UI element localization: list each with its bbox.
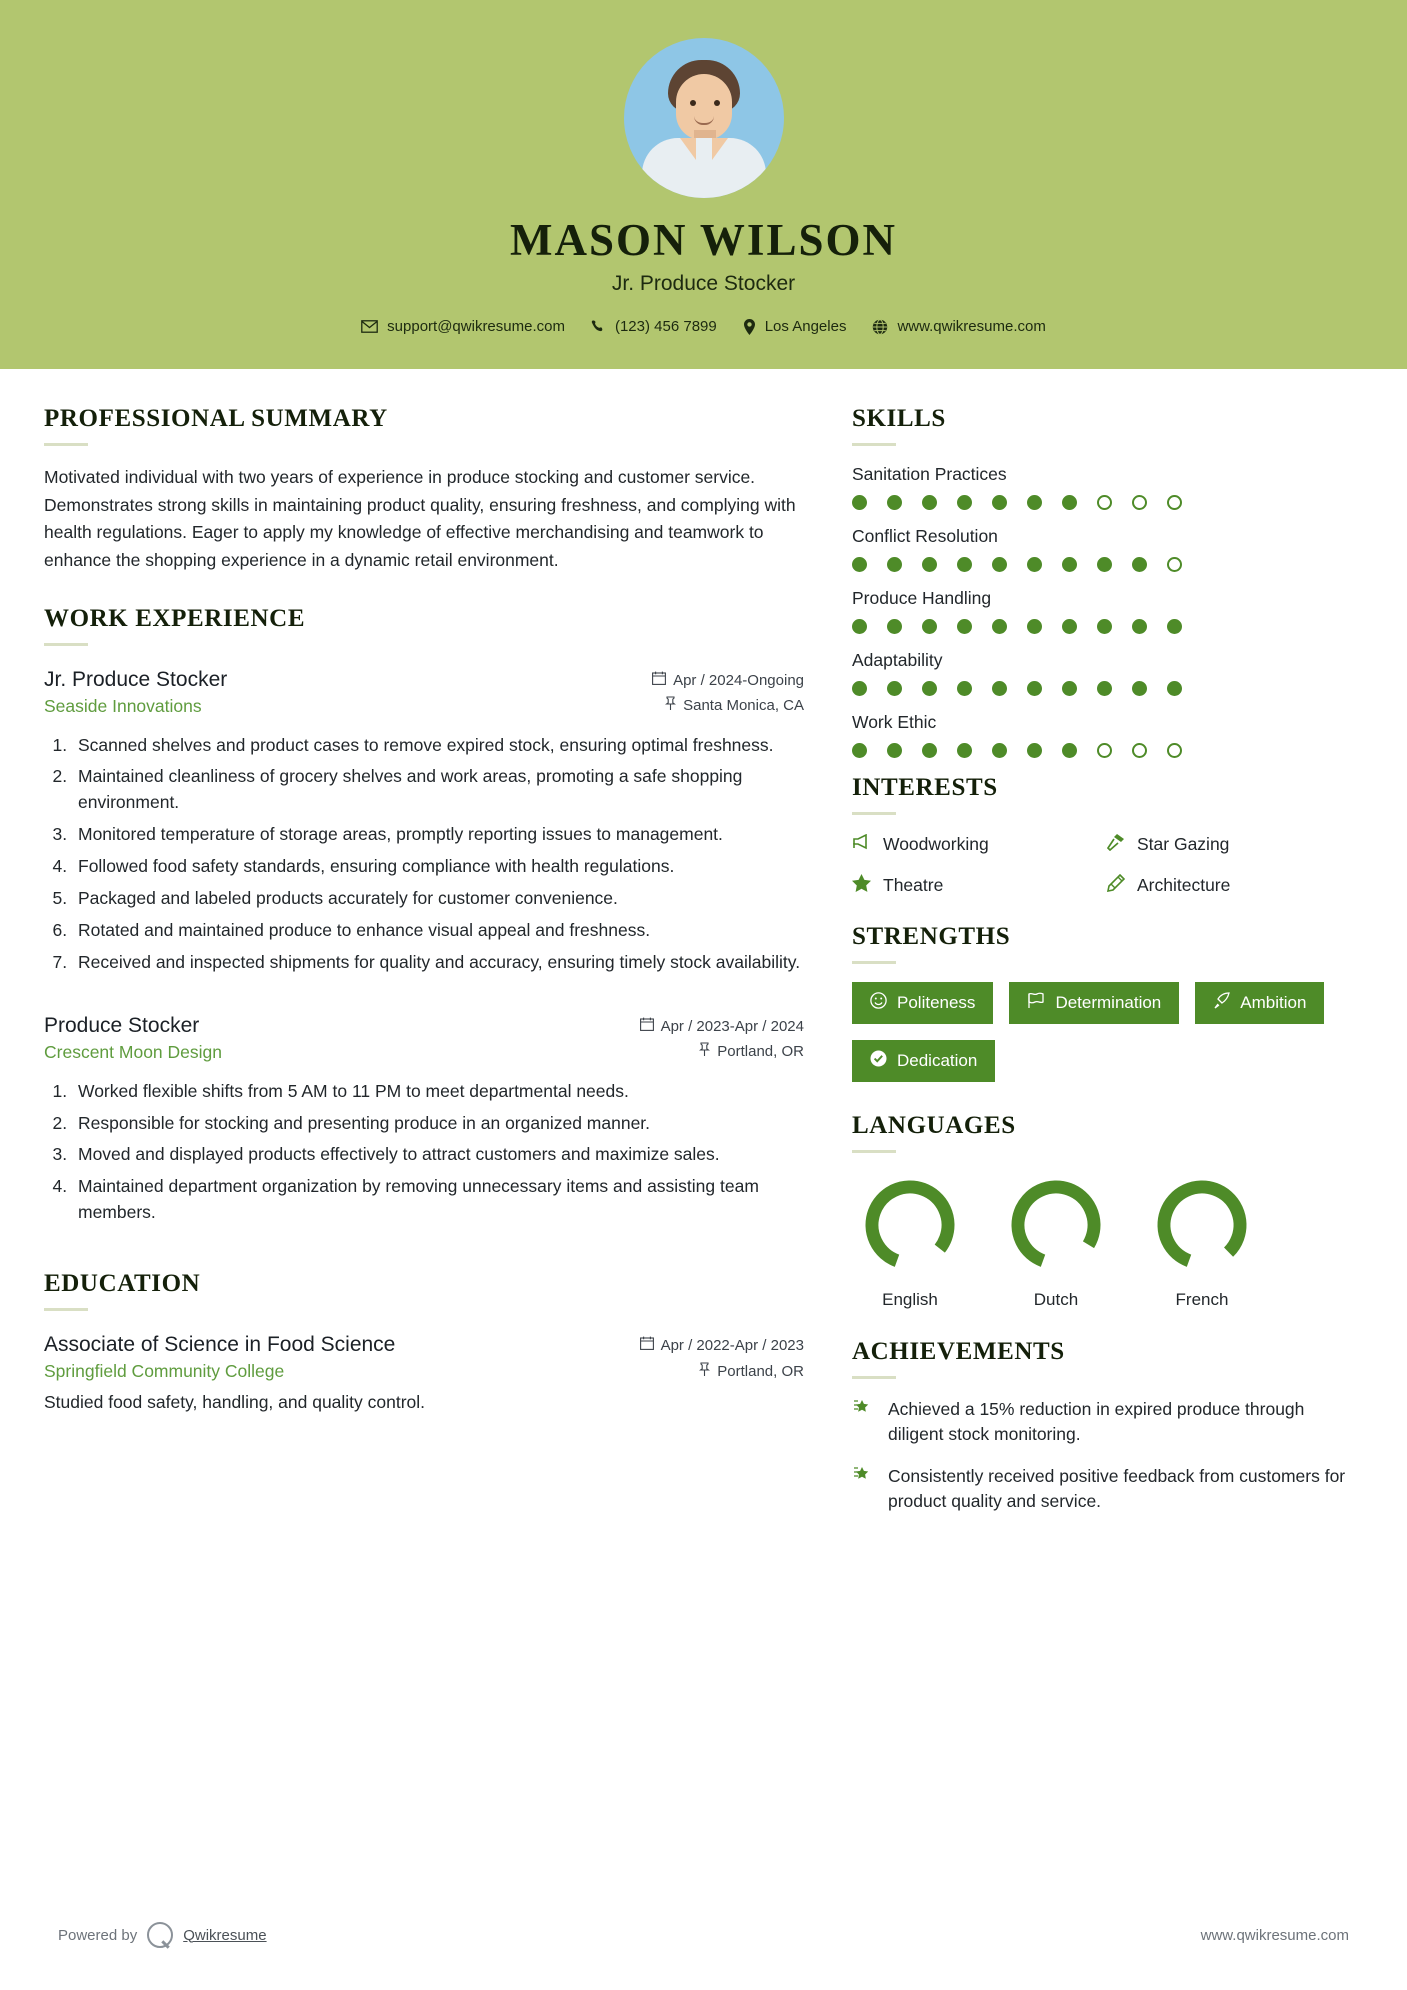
section-rule [44, 1308, 88, 1311]
contact-email[interactable] [361, 318, 565, 335]
education-description: Studied food safety, handling, and quality control. [44, 1392, 426, 1413]
section-title-experience: WORK EXPERIENCE [44, 604, 306, 632]
smiley-icon [870, 992, 887, 1014]
bullet: 6. Rotated and maintained produce to enhance visual appeal and freshness. [72, 918, 804, 944]
rocket-icon [1213, 992, 1230, 1014]
pin-icon [699, 1359, 710, 1385]
skill-dot [1097, 495, 1112, 510]
skill-label: Sanitation Practices [852, 464, 1007, 484]
skill-rating [852, 495, 1362, 510]
interests-list [852, 833, 1362, 897]
hammer-icon [1107, 833, 1125, 856]
bullet: 2. Responsible for stocking and presenting produce in an organized manner. [72, 1111, 804, 1137]
skill-dot [1027, 681, 1042, 696]
section-title-languages: LANGUAGES [852, 1112, 1016, 1139]
calendar-icon [652, 668, 666, 694]
skill-dot [1062, 743, 1077, 758]
qwikresume-logo-icon [147, 1922, 173, 1948]
strength-label: Ambition [1240, 993, 1307, 1012]
interest-label: Architecture [1137, 875, 1231, 895]
strength-label: Dedication [897, 1051, 978, 1070]
contact-website-text: www.qwikresume.com [897, 318, 1046, 335]
section-rule [852, 812, 896, 815]
skill-label: Conflict Resolution [852, 526, 998, 546]
section-rule [852, 443, 896, 446]
skill-rating [852, 681, 1362, 696]
bullet: 4. Followed food safety standards, ensuring compliance with health regulations. [72, 854, 804, 880]
calendar-icon [640, 1333, 654, 1359]
interest-item [852, 833, 1107, 856]
skill-dot [922, 743, 937, 758]
skill-dot [957, 743, 972, 758]
right-column [852, 405, 1362, 1531]
section-rule [852, 1150, 896, 1153]
skill-dot [1097, 681, 1112, 696]
skill-dot [922, 495, 937, 510]
calendar-icon [640, 1014, 654, 1040]
contact-website[interactable] [872, 318, 1045, 335]
section-rule [44, 643, 88, 646]
skills-list [852, 464, 1362, 758]
bullet: 1. Scanned shelves and product cases to remove expired stock, ensuring optimal freshness. [72, 733, 804, 759]
skill-label: Work Ethic [852, 712, 937, 732]
flag-icon [1027, 992, 1045, 1014]
skill-label: Adaptability [852, 650, 943, 670]
bullet: 3. Moved and displayed products effectively to attract customers and maximize sales. [72, 1142, 804, 1168]
skill-dot [852, 619, 867, 634]
contact-phone-text: (123) 456 7899 [614, 318, 717, 335]
section-title-interests: INTERESTS [852, 774, 998, 801]
education-dates: Apr / 2022-Apr / 2023 [660, 1337, 804, 1355]
phone-icon [591, 319, 606, 334]
footer-website[interactable]: www.qwikresume.com [1200, 1926, 1349, 1944]
candidate-role: Jr. Produce Stocker [611, 272, 796, 295]
section-rule [852, 961, 896, 964]
strengths-list [852, 982, 1362, 1082]
strength-chip [1195, 982, 1324, 1024]
skill-dot [1097, 743, 1112, 758]
language-donut [1152, 1175, 1252, 1275]
strength-label: Politeness [897, 993, 976, 1012]
skill-dot [1062, 495, 1077, 510]
skill-label: Produce Handling [852, 588, 992, 608]
skill-rating [852, 743, 1362, 758]
skill-dot [1062, 619, 1077, 634]
summary-text: Motivated individual with two years of experience in produce stocking and customer service. Demonstrates strong skills in maintaining product quality, ensuring freshness, and complying with health regulations. Eager to apply my knowledge of effective merchandising and teamwork to enhance the shopping experience in a dynamic retail environment. [44, 467, 796, 570]
footer [0, 1922, 1407, 1948]
skill-dot [922, 557, 937, 572]
language-item [1006, 1175, 1106, 1310]
language-donut [1006, 1175, 1106, 1275]
skill-dot [852, 495, 867, 510]
language-item [1152, 1175, 1252, 1310]
skill-dot [852, 557, 867, 572]
footer-brand[interactable] [58, 1922, 267, 1948]
skill-dot [1132, 619, 1147, 634]
skill-item [852, 464, 1362, 510]
skill-dot [922, 681, 937, 696]
strength-chip [852, 982, 993, 1024]
skill-dot [887, 557, 902, 572]
interest-item [1107, 874, 1362, 897]
skill-dot [1097, 557, 1112, 572]
star-icon [852, 874, 871, 897]
resume-header [0, 0, 1407, 369]
job-dates: Apr / 2023-Apr / 2024 [660, 1017, 804, 1035]
job-bullets [72, 1079, 804, 1226]
skill-dot [957, 619, 972, 634]
skill-dot [957, 557, 972, 572]
skill-dot [1027, 743, 1042, 758]
job-title: Jr. Produce Stocker [44, 667, 228, 691]
interest-label: Woodworking [883, 834, 989, 854]
job-location: Santa Monica, CA [683, 697, 804, 715]
section-title-achievements: ACHIEVEMENTS [852, 1338, 1065, 1365]
star-badge-icon [852, 1464, 874, 1515]
qwikresume-link[interactable]: Qwikresume [183, 1926, 267, 1944]
skill-dot [992, 557, 1007, 572]
contact-bar [0, 318, 1407, 335]
skill-dot [1167, 557, 1182, 572]
interest-label: Theatre [883, 875, 944, 895]
achievement-item [852, 1464, 1362, 1515]
experience-item [44, 668, 804, 976]
bullet: 3. Monitored temperature of storage areas, promptly reporting issues to management. [72, 822, 804, 848]
skill-dot [1027, 619, 1042, 634]
skill-dot [1132, 495, 1147, 510]
star-badge-icon [852, 1397, 874, 1448]
achievement-text: Achieved a 15% reduction in expired produce through diligent stock monitoring. [888, 1399, 1305, 1445]
section-rule [44, 443, 88, 446]
section-title-summary: PROFESSIONAL SUMMARY [44, 405, 388, 432]
skill-dot [1167, 743, 1182, 758]
job-title: Produce Stocker [44, 1013, 200, 1037]
achievement-text: Consistently received positive feedback from customers for product quality and service. [888, 1465, 1346, 1512]
skill-dot [887, 681, 902, 696]
bullet: 5. Packaged and labeled products accurately for customer convenience. [72, 886, 804, 912]
skill-dot [922, 619, 937, 634]
interest-item [1107, 833, 1362, 856]
job-location: Portland, OR [717, 1043, 804, 1061]
avatar [624, 38, 784, 198]
skill-dot [992, 743, 1007, 758]
check-circle-icon [870, 1050, 887, 1072]
skill-dot [1132, 557, 1147, 572]
pin-icon [699, 1039, 710, 1065]
left-column [44, 405, 804, 1531]
strength-chip [852, 1040, 995, 1082]
skill-dot [1062, 681, 1077, 696]
skill-dot [957, 681, 972, 696]
skill-dot [1027, 557, 1042, 572]
skill-dot [992, 495, 1007, 510]
skill-dot [992, 619, 1007, 634]
skill-rating [852, 557, 1362, 572]
section-title-education: EDUCATION [44, 1270, 201, 1298]
job-company: Seaside Innovations [44, 695, 202, 716]
strength-chip [1009, 982, 1179, 1024]
languages-list [860, 1175, 1362, 1310]
skill-dot [1167, 619, 1182, 634]
contact-phone[interactable] [591, 318, 717, 335]
language-label: English [882, 1290, 938, 1309]
bullet: 2. Maintained cleanliness of grocery shelves and work areas, promoting a safe shopping environment. [72, 764, 804, 816]
globe-icon [872, 319, 888, 335]
bullet: 4. Maintained department organization by removing unnecessary items and assisting team members. [72, 1174, 804, 1226]
education-location: Portland, OR [717, 1362, 804, 1380]
skill-dot [1167, 495, 1182, 510]
skill-dot [852, 743, 867, 758]
skill-dot [1097, 619, 1112, 634]
interest-label: Star Gazing [1137, 834, 1230, 854]
job-company: Crescent Moon Design [44, 1041, 222, 1062]
school-name: Springfield Community College [44, 1361, 285, 1382]
pencil-ruler-icon [1107, 874, 1125, 897]
skill-dot [887, 743, 902, 758]
mail-icon [361, 320, 378, 333]
skill-rating [852, 619, 1362, 634]
strength-label: Determination [1055, 993, 1162, 1012]
section-title-strengths: STRENGTHS [852, 923, 1011, 950]
contact-location-text: Los Angeles [764, 318, 847, 335]
skill-item [852, 712, 1362, 758]
contact-email-text: support@qwikresume.com [387, 318, 565, 335]
job-dates: Apr / 2024-Ongoing [673, 671, 804, 689]
degree-title: Associate of Science in Food Science [44, 1333, 396, 1357]
location-icon [743, 319, 756, 335]
skill-dot [1167, 681, 1182, 696]
skill-item [852, 526, 1362, 572]
education-item [44, 1333, 804, 1413]
pin-icon [665, 693, 676, 719]
achievements-list [852, 1397, 1362, 1515]
skill-dot [887, 619, 902, 634]
bullet: 1. Worked flexible shifts from 5 AM to 11 PM to meet departmental needs. [72, 1079, 804, 1105]
skill-dot [852, 681, 867, 696]
skill-dot [1062, 557, 1077, 572]
candidate-name: MASON WILSON [510, 215, 897, 265]
skill-dot [992, 681, 1007, 696]
skill-dot [1132, 681, 1147, 696]
experience-item [44, 1014, 804, 1226]
skill-dot [957, 495, 972, 510]
skill-dot [1027, 495, 1042, 510]
skill-dot [887, 495, 902, 510]
contact-location[interactable] [743, 318, 847, 335]
language-label: French [1175, 1290, 1229, 1309]
megaphone-icon [852, 834, 871, 856]
skill-item [852, 650, 1362, 696]
language-item [860, 1175, 960, 1310]
language-label: Dutch [1033, 1290, 1079, 1309]
job-bullets [72, 733, 804, 976]
section-rule [852, 1376, 896, 1379]
skill-item [852, 588, 1362, 634]
section-title-skills: SKILLS [852, 405, 946, 432]
bullet: 7. Received and inspected shipments for quality and accuracy, ensuring timely stock availability. [72, 950, 804, 976]
resume-body [0, 369, 1407, 1531]
skill-dot [1132, 743, 1147, 758]
interest-item [852, 874, 1107, 897]
powered-by-label: Powered by [58, 1926, 138, 1944]
achievement-item [852, 1397, 1362, 1448]
language-donut [860, 1175, 960, 1275]
